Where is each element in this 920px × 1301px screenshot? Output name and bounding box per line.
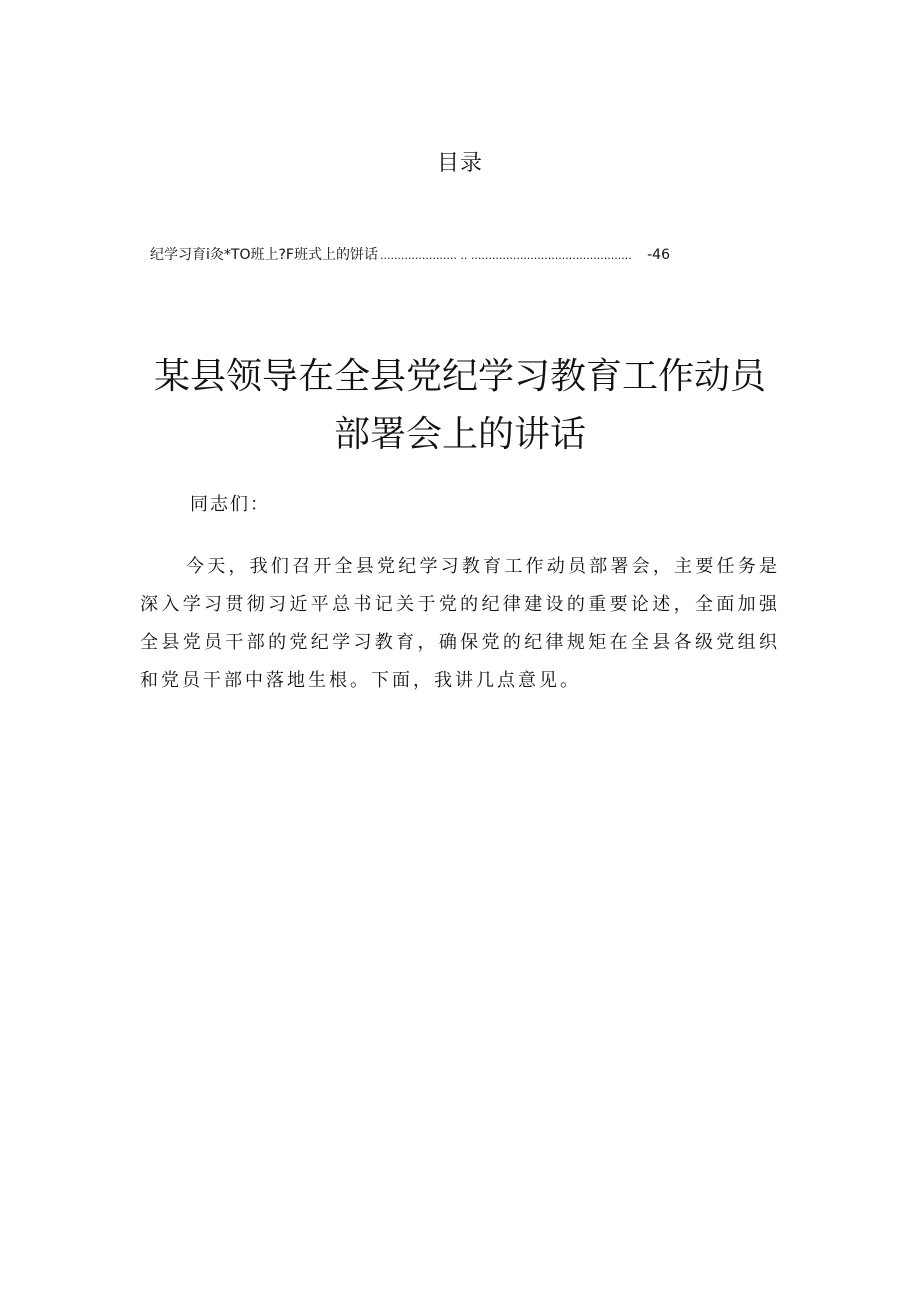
toc-entry-title: 纪学习育i灸*TO班上?F班式上的饼话	[150, 247, 378, 263]
toc-entry-leader-dots: ...................... .. ..............................................	[379, 249, 632, 262]
document-title: 某县领导在全县党纪学习教育工作动员部署会上的讲话	[153, 356, 766, 455]
salutation: 同志们：	[190, 494, 270, 515]
toc-heading: 目录	[436, 151, 483, 176]
toc-entry-page-number: -46	[647, 247, 670, 263]
toc-entry[interactable]	[150, 244, 670, 264]
body-paragraph: 今天，我们召开全县党纪学习教育工作动员部署会，主要任务是深入学习贯彻习近平总书记关于党的纪律建设的重要论述，全面加强全县党员干部的党纪学习教育，确保党的纪律规矩在全县各级党组织和党员干部中落地生根。下面，我讲几点意见。	[140, 556, 780, 691]
